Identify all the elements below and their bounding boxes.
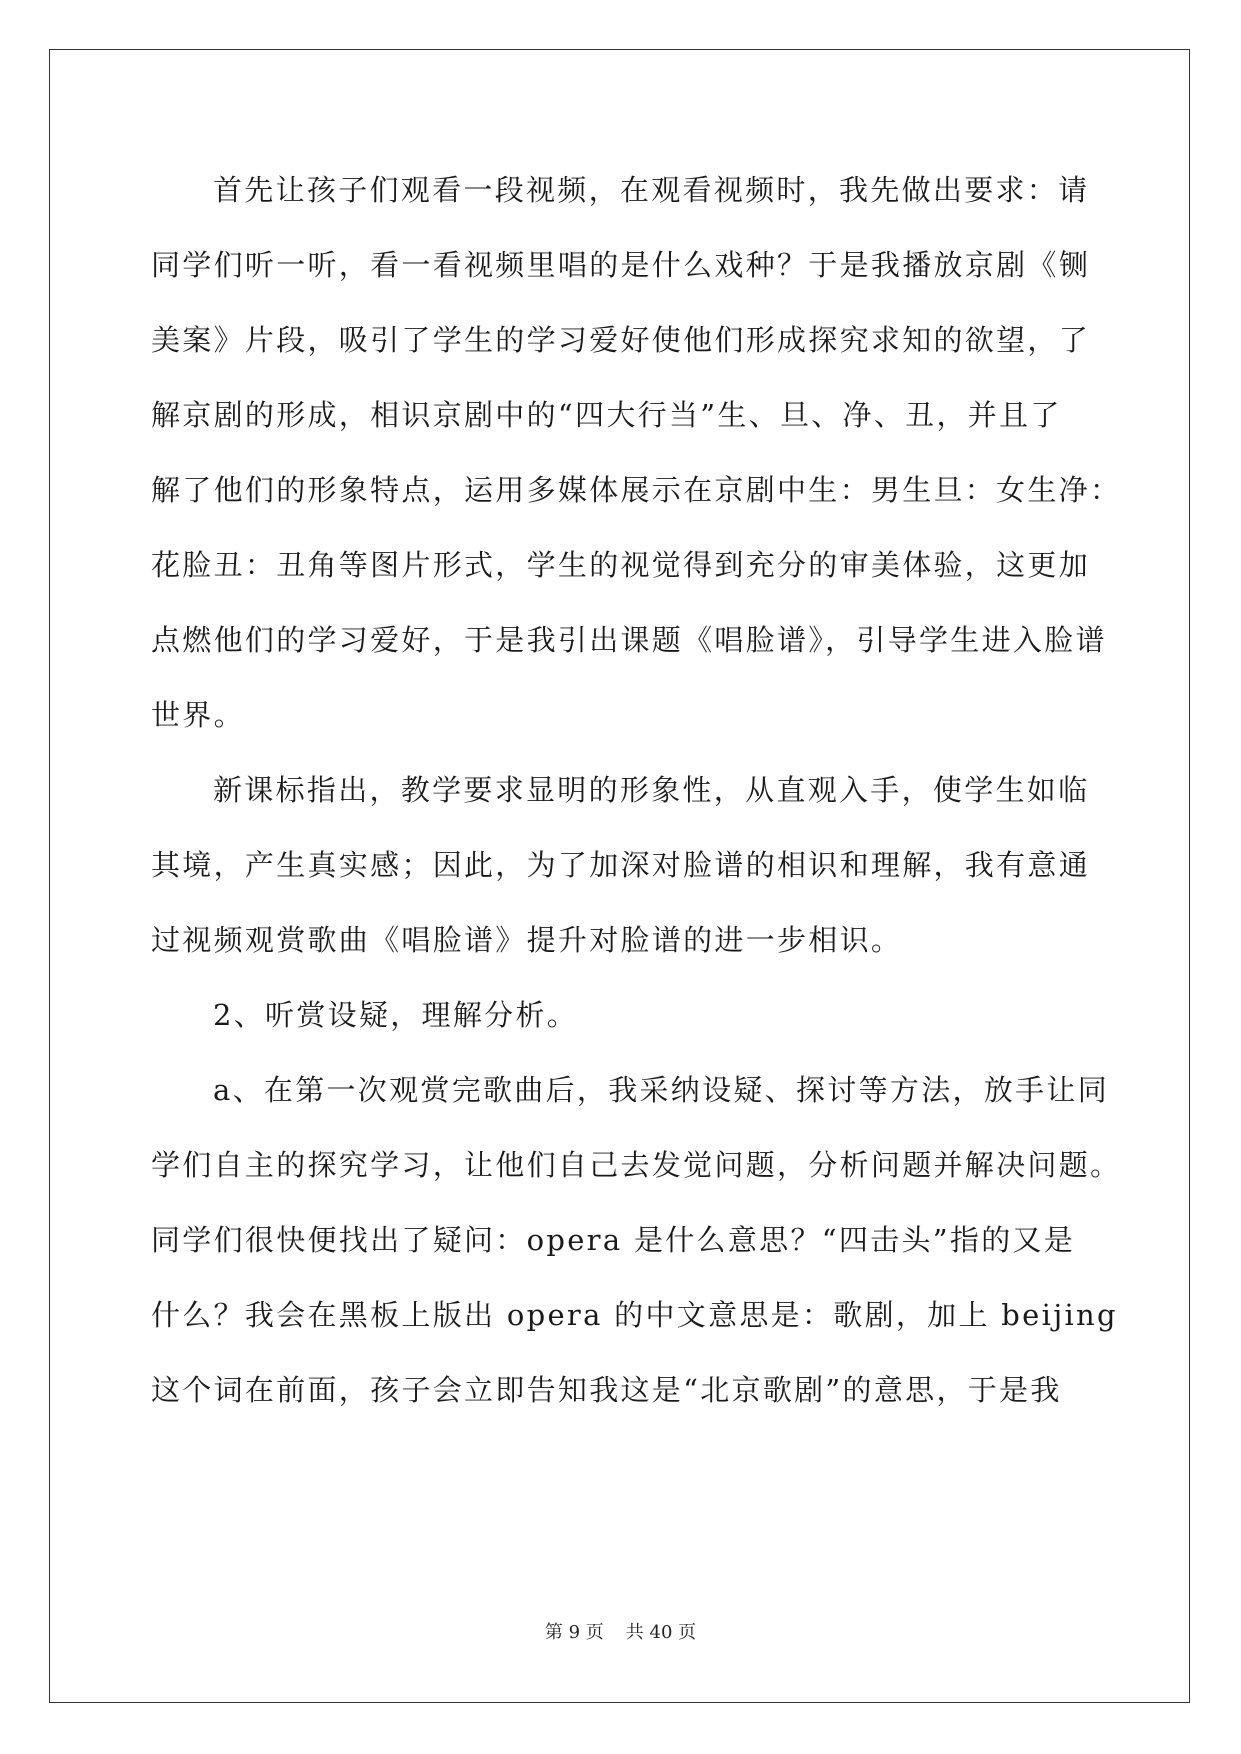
page-footer (0, 1618, 1241, 1644)
text-line: 解了他们的形象特点，运用多媒体展示在京剧中生：男生旦：女生净： (151, 473, 1122, 507)
text-line: 花脸丑：丑角等图片形式，学生的视觉得到充分的审美体验，这更加 (151, 548, 1091, 582)
document-body (151, 161, 1122, 1436)
text-line: 学们自主的探究学习，让他们自己去发觉问题，分析问题并解决问题。 (151, 1148, 1122, 1182)
text-line: a、在第一次观赏完歌曲后，我采纳设疑、探讨等方法，放手让同 (213, 1073, 1109, 1107)
text-line: 解京剧的形成，相识京剧中的“四大行当”生、旦、净、丑，并且了 (151, 398, 1062, 432)
text-line: 其境，产生真实感；因此，为了加深对脸谱的相识和理解，我有意通 (151, 848, 1091, 882)
text-line: 美案》片段，吸引了学生的学习爱好使他们形成探究求知的欲望，了 (151, 323, 1091, 357)
text-line: 同学们很快便找出了疑问：opera 是什么意思？“四击头”指的又是 (151, 1223, 1076, 1257)
page-total: 共 40 页 (625, 1622, 697, 1643)
text-line: 首先让孩子们观看一段视频，在观看视频时，我先做出要求：请 (213, 173, 1090, 207)
text-line: 什么？我会在黑板上版出 opera 的中文意思是：歌剧，加上 beijing (151, 1298, 1118, 1332)
text-line: 世界。 (151, 698, 245, 732)
text-line: 同学们听一听，看一看视频里唱的是什么戏种？于是我播放京剧《铡 (151, 248, 1091, 282)
text-line: 2、听赏设疑，理解分析。 (213, 998, 579, 1032)
text-line: 过视频观赏歌曲《唱脸谱》提升对脸谱的进一步相识。 (151, 923, 903, 957)
text-line: 点燃他们的学习爱好，于是我引出课题《唱脸谱》，引导学生进入脸谱 (151, 623, 1107, 657)
text-line: 新课标指出，教学要求显明的形象性，从直观入手，使学生如临 (213, 773, 1090, 807)
page-number: 第 9 页 (544, 1622, 604, 1643)
text-line: 这个词在前面，孩子会立即告知我这是“北京歌剧”的意思，于是我 (151, 1373, 1062, 1407)
